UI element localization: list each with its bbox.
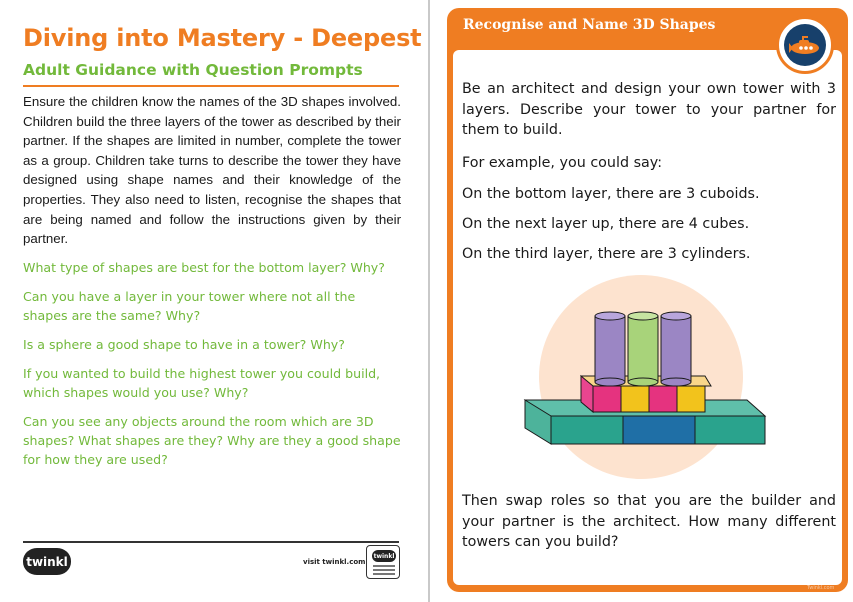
title-divider — [23, 85, 399, 87]
example-middle-layer: On the next layer up, there are 4 cubes. — [462, 216, 750, 232]
example-top-layer: On the third layer, there are 3 cylinders. — [462, 246, 751, 262]
tower-illustration — [515, 272, 775, 482]
page-subtitle: Adult Guidance with Question Prompts — [23, 61, 363, 79]
badge-logo: twinkl — [372, 550, 396, 562]
badge-lines — [373, 565, 395, 567]
question-prompts — [23, 258, 401, 479]
question-prompt: Is a sphere a good shape to have in a tower? Why? — [23, 337, 345, 352]
footer-divider — [23, 541, 399, 543]
question-prompt: If you wanted to build the highest tower you could build, which shapes would you use? Why? — [23, 366, 381, 400]
visit-link[interactable]: visit twinkl.com — [303, 558, 366, 566]
quality-badge — [366, 545, 400, 579]
twinkl-logo — [23, 548, 71, 575]
page-divider — [428, 0, 430, 602]
instruction-text: Be an architect and design your own tower with 3 layers. Describe your tower to your partner for them to build. — [462, 81, 836, 138]
closing-text: Then swap roles so that you are the builder and your partner is the architect. How many different towers can you build? — [462, 493, 836, 550]
card-header: Recognise and Name 3D Shapes — [463, 17, 716, 33]
submarine-icon — [784, 24, 826, 66]
example-bottom-layer: On the bottom layer, there are 3 cuboids. — [462, 186, 760, 202]
question-prompt: Can you have a layer in your tower where not all the shapes are the same? Why? — [23, 289, 356, 323]
submarine-emblem — [776, 16, 834, 74]
copyright-text: Twinkl.com — [807, 585, 835, 591]
cylinder-layer — [595, 312, 691, 386]
question-prompt: What type of shapes are best for the bottom layer? Why? — [23, 260, 385, 275]
example-intro: For example, you could say: — [462, 155, 663, 171]
twinkl-logo-text: twinkl — [26, 554, 68, 569]
question-prompt: Can you see any objects around the room which are 3D shapes? What shapes are they? Why are they a good shape for how they are used? — [23, 414, 401, 467]
page-title: Diving into Mastery - Deepest — [23, 24, 422, 52]
guidance-text: Ensure the children know the names of the 3D shapes involved. Children build the three layers of the tower as described by their partner. If the shapes are limited in number, complete the tower as a group. Children take turns to describe the tower they have designed using shape names and their knowledge of the properties. They also need to listen, recognise the shapes that are being named and follow the instructions given by their partner. — [23, 94, 401, 247]
